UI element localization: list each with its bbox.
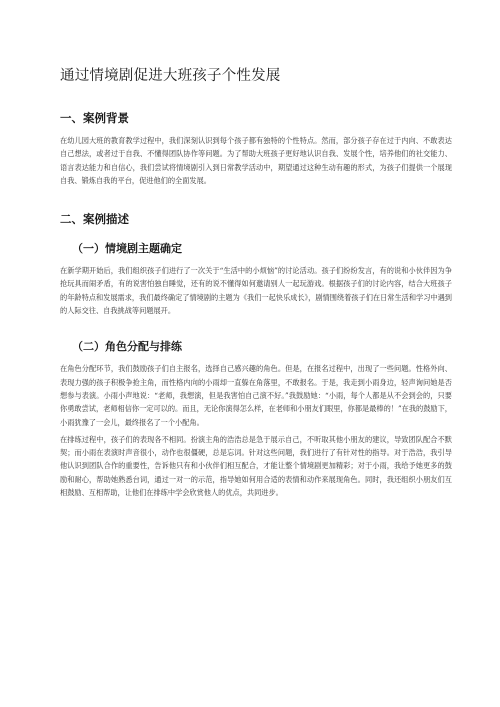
section-heading-description: 二、案例描述 — [60, 212, 129, 227]
paragraph-roles-1: 在角色分配环节，我们鼓励孩子们自主报名，选择自己感兴趣的角色。但是，在报名过程中，出现了一些问题。性格外向、表现力强的孩子积极争抢主角，而性格内向的小雨却一直躲在角落里，不敢报名。于是，我走到小雨身边，轻声询问她是否想参与表演。小雨小声地说：“老师，我想演，但是我害怕自己演不好。”我鼓励她：“小雨，每个人都是从不会到会的，只要你勇敢尝试，老师相信你一定可以的。而且，无论你演得怎么样，在老师和小朋友们眼里，你都是最棒的！”在我的鼓励下，小雨犹豫了一会儿，最终报名了一个小配角。 — [60, 364, 452, 427]
subsection-heading-theme: （一）情境剧主题确定 — [72, 242, 182, 256]
paragraph-roles-2: 在排练过程中，孩子们的表现各不相同。扮演主角的浩浩总是急于展示自己，不听取其他小朋友的建议，导致团队配合不默契；而小雨在表演时声音很小，动作也很僵硬，总是忘词。针对这些问题，我们进行了有针对性的指导。对于浩浩，我引导他认识到团队合作的重要性，告诉他只有和小伙伴们相互配合，才能让整个情境剧更加精彩；对于小雨，我给予她更多的鼓励和耐心，帮助她熟悉台词，通过一对一的示范，指导她如何用合适的表情和动作来展现角色。同时，我还组织小朋友们互相鼓励、互相帮助，让他们在排练中学会欣赏他人的优点，共同进步。 — [60, 434, 452, 498]
subsection-heading-roles: （二）角色分配与排练 — [72, 340, 182, 354]
paragraph-background: 在幼儿园大班的教育教学过程中，我们深刻认识到每个孩子都有独特的个性特点。然而，部分孩子存在过于内向、不敢表达自己想法，或者过于自我、不懂得团队协作等问题。为了帮助大班孩子更好地认识自我、发展个性，培养他们的社交能力、语言表达能力和自信心，我们尝试将情境剧引入到日常教学活动中，期望通过这种生动有趣的形式，为孩子们提供一个展现自我、锻炼自我的平台，促进他们的全面发展。 — [60, 136, 452, 185]
section-description — [60, 211, 452, 499]
document-title: 通过情境剧促进大班孩子个性发展 — [60, 68, 281, 84]
spacer — [60, 317, 452, 339]
section-background — [60, 110, 452, 187]
section-heading-background: 一、案例背景 — [60, 111, 129, 125]
paragraph-theme: 在新学期开始后，我们组织孩子们进行了一次关于“生活中的小烦恼”的讨论活动。孩子们纷纷发言，有的说和小伙伴因为争抢玩具而闹矛盾，有的说害怕独自睡觉，还有的说不懂得如何邀请别人一起玩游戏。根据孩子们的讨论内容，结合大班孩子的年龄特点和发展需求，我们最终确定了情境剧的主题为《我们一起快乐成长》，剧情围绕着孩子们在日常生活和学习中遇到的人际交往、自我挑战等问题展开。 — [60, 266, 452, 316]
